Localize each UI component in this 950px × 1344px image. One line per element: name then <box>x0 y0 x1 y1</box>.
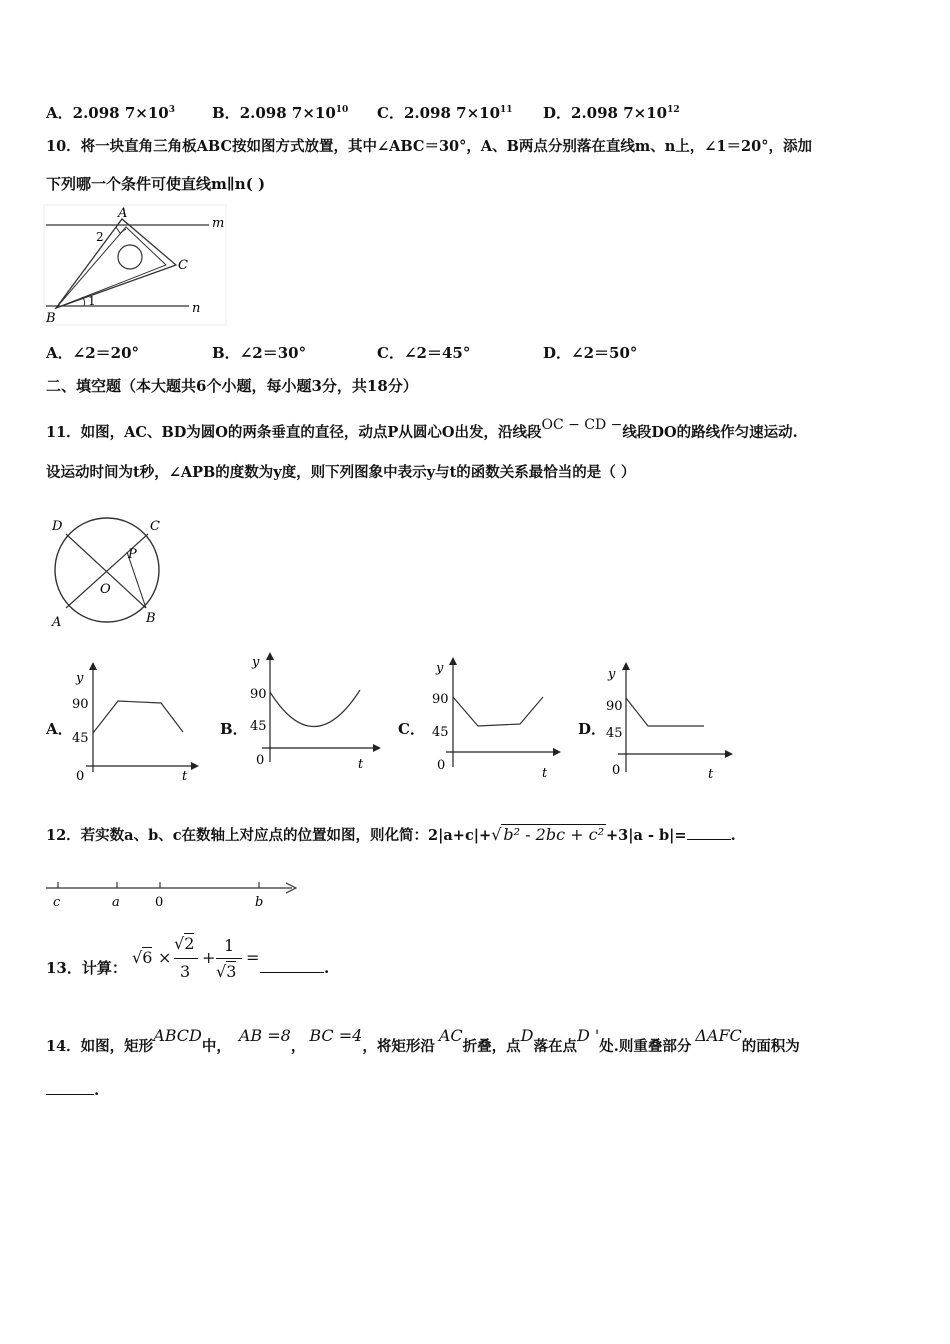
q13-plus: + <box>202 948 216 967</box>
circle-label-o: O <box>100 582 111 597</box>
label-n: n <box>192 301 201 316</box>
q13-den1: 3 <box>180 962 191 981</box>
q13-num2: 1 <box>224 936 235 955</box>
graph-b-zero: 0 <box>256 753 265 768</box>
circle-label-c: C <box>150 519 160 534</box>
q14-m7: ΔAFC <box>695 1026 742 1045</box>
graph-c-t-arrow <box>553 748 561 756</box>
label-b: B <box>46 311 56 326</box>
q10-option-b: B．∠2＝30° <box>212 344 307 362</box>
q14-stem-line1 <box>46 1016 800 1056</box>
q12-stem: 12．若实数a、b、c在数轴上对应点的位置如图，则化简：2|a+c|+√ b² - 2bc + c² +3|a - b|= . <box>46 825 736 844</box>
axis-label-a: a <box>112 895 120 910</box>
section-2-heading: 二、填空题（本大题共6个小题，每小题3分，共18分） <box>46 377 418 395</box>
axis-label-c: c <box>53 895 61 910</box>
q11-stem-line2: 设运动时间为t秒，∠APB的度数为y度，则下列图象中表示y与t的函数关系最恰当的是（ ） <box>46 464 636 481</box>
q11-prefix: 11．如图，AC、BD为圆O的两条垂直的直径，动点P从圆心O出发，沿线段 <box>46 424 542 441</box>
graph-a-y: y <box>76 671 84 686</box>
graph-d-t-arrow <box>725 750 733 758</box>
graph-b <box>248 650 388 775</box>
q14-m2: AB =8 <box>238 1026 291 1045</box>
graph-b-90: 90 <box>250 687 267 702</box>
q14-t7: 处.则重叠部分 <box>599 1038 692 1055</box>
graph-a <box>66 660 206 785</box>
axis-label-zero: 0 <box>155 895 164 910</box>
graph-c-zero: 0 <box>437 758 446 773</box>
label-angle1: 1 <box>88 294 96 308</box>
q9-option-c: C．2.098 $7\times 10^{11}$ <box>377 104 513 122</box>
q11-stem-line1 <box>46 415 798 443</box>
label-a: A <box>118 206 128 221</box>
graph-b-t-arrow <box>373 744 381 752</box>
q11-circle-figure <box>44 512 174 632</box>
graph-a-t-arrow <box>191 762 199 770</box>
graph-c-90: 90 <box>432 692 449 707</box>
q14-m1: ABCD <box>153 1026 202 1045</box>
q14-t8: 的面积为 <box>741 1038 800 1055</box>
graph-a-zero: 0 <box>76 769 85 784</box>
axis-label-b: b <box>255 895 264 910</box>
graph-c <box>428 655 568 780</box>
q14-answer-blank[interactable] <box>46 1094 94 1095</box>
q13-times: × <box>158 948 172 967</box>
q13-fraction-bar-1 <box>174 958 198 959</box>
graph-d-t: t <box>708 767 714 782</box>
graph-d-label: D． <box>578 720 607 738</box>
q10-option-a: A．∠2＝20° <box>46 344 140 362</box>
q10-figure <box>44 205 229 327</box>
q14-m6: D ' <box>576 1026 600 1045</box>
graph-b-y: y <box>252 655 260 670</box>
graph-c-y: y <box>436 661 444 676</box>
circle-label-b: B <box>146 611 156 626</box>
graph-d-curve <box>626 698 704 726</box>
graph-b-t: t <box>358 757 364 772</box>
graph-a-t: t <box>182 769 188 784</box>
graph-c-y-arrow <box>449 657 457 665</box>
graph-d-90: 90 <box>606 699 623 714</box>
circle-label-p: P <box>128 547 137 562</box>
graph-c-curve <box>453 697 543 726</box>
q13-sqrt3: √3 <box>216 962 237 981</box>
q13-fraction-bar-2 <box>216 958 242 959</box>
q10-option-d: D．∠2＝50° <box>543 344 638 362</box>
q14-m4: AC <box>438 1026 463 1045</box>
q11-formula: OC − CD − <box>541 417 623 433</box>
graph-a-curve <box>93 701 183 733</box>
q13-answer-blank[interactable] <box>260 972 324 973</box>
q14-t5: 折叠，点 <box>462 1038 521 1055</box>
q14-t6: 落在点 <box>533 1038 577 1055</box>
graph-c-label: C． <box>398 720 425 738</box>
graph-c-t: t <box>542 766 548 781</box>
q12-answer-blank[interactable] <box>687 839 731 840</box>
graph-b-curve <box>270 690 360 727</box>
q10-stem-line1: 10．将一块直角三角板ABC按如图方式放置，其中∠ABC＝30°，A、B两点分别落在直线m、n上，∠1＝20°，添加 <box>46 138 812 155</box>
q13-answer: . <box>260 958 329 978</box>
circle-label-a: A <box>52 615 62 630</box>
q11-suffix: 线段DO的路线作匀速运动. <box>622 424 798 441</box>
q12-prefix: 12．若实数a、b、c在数轴上对应点的位置如图，则化简：2|a+c|+ <box>46 827 492 844</box>
label-c: C <box>178 258 188 273</box>
q10-option-c: C．∠2＝45° <box>377 344 471 362</box>
graph-a-label: A． <box>46 720 73 738</box>
q13-prefix: 13．计算： <box>46 959 127 977</box>
q14-m5: D <box>520 1026 534 1045</box>
label-angle2: 2 <box>96 230 104 244</box>
q9-option-a: A．2.098 $7\times 10^3$ <box>46 104 175 122</box>
graph-d <box>604 660 744 785</box>
q14-m3: BC =4 <box>309 1026 363 1045</box>
circle-label-d: D <box>52 519 63 534</box>
graph-d-zero: 0 <box>612 763 621 778</box>
q13-eq: = <box>246 948 260 967</box>
q12-number-line <box>44 876 304 910</box>
graph-d-y: y <box>608 667 616 682</box>
q14-answer: . <box>46 1080 99 1100</box>
graph-b-y-arrow <box>266 652 274 660</box>
q9-option-b: B．2.098 $7\times 10^{10}$ <box>212 104 349 122</box>
graph-c-45: 45 <box>432 725 449 740</box>
q13-sqrt6: √6 <box>132 948 153 967</box>
q14-t2: 中， <box>201 1038 231 1055</box>
graph-a-90: 90 <box>72 697 89 712</box>
q12-sqrt: √ b² - 2bc + c² <box>491 825 604 844</box>
graph-b-45: 45 <box>250 719 267 734</box>
q14-t3: ， <box>290 1038 306 1055</box>
graph-b-label: B． <box>220 720 248 738</box>
graph-d-y-arrow <box>622 662 630 670</box>
q14-t4: ，将矩形沿 <box>362 1038 435 1055</box>
q14-t1: 14．如图，矩形 <box>46 1038 154 1055</box>
q10-stem-line2: 下列哪一个条件可使直线m∥n( ) <box>46 175 266 193</box>
graph-a-45: 45 <box>72 731 89 746</box>
q12-suffix: +3|a - b|= <box>605 827 687 844</box>
q9-option-d: D．2.098 $7\times 10^{12}$ <box>543 104 680 122</box>
graph-d-45: 45 <box>606 726 623 741</box>
q13-sqrt2: √2 <box>174 934 195 953</box>
label-m: m <box>212 216 225 231</box>
graph-a-y-arrow <box>89 662 97 670</box>
